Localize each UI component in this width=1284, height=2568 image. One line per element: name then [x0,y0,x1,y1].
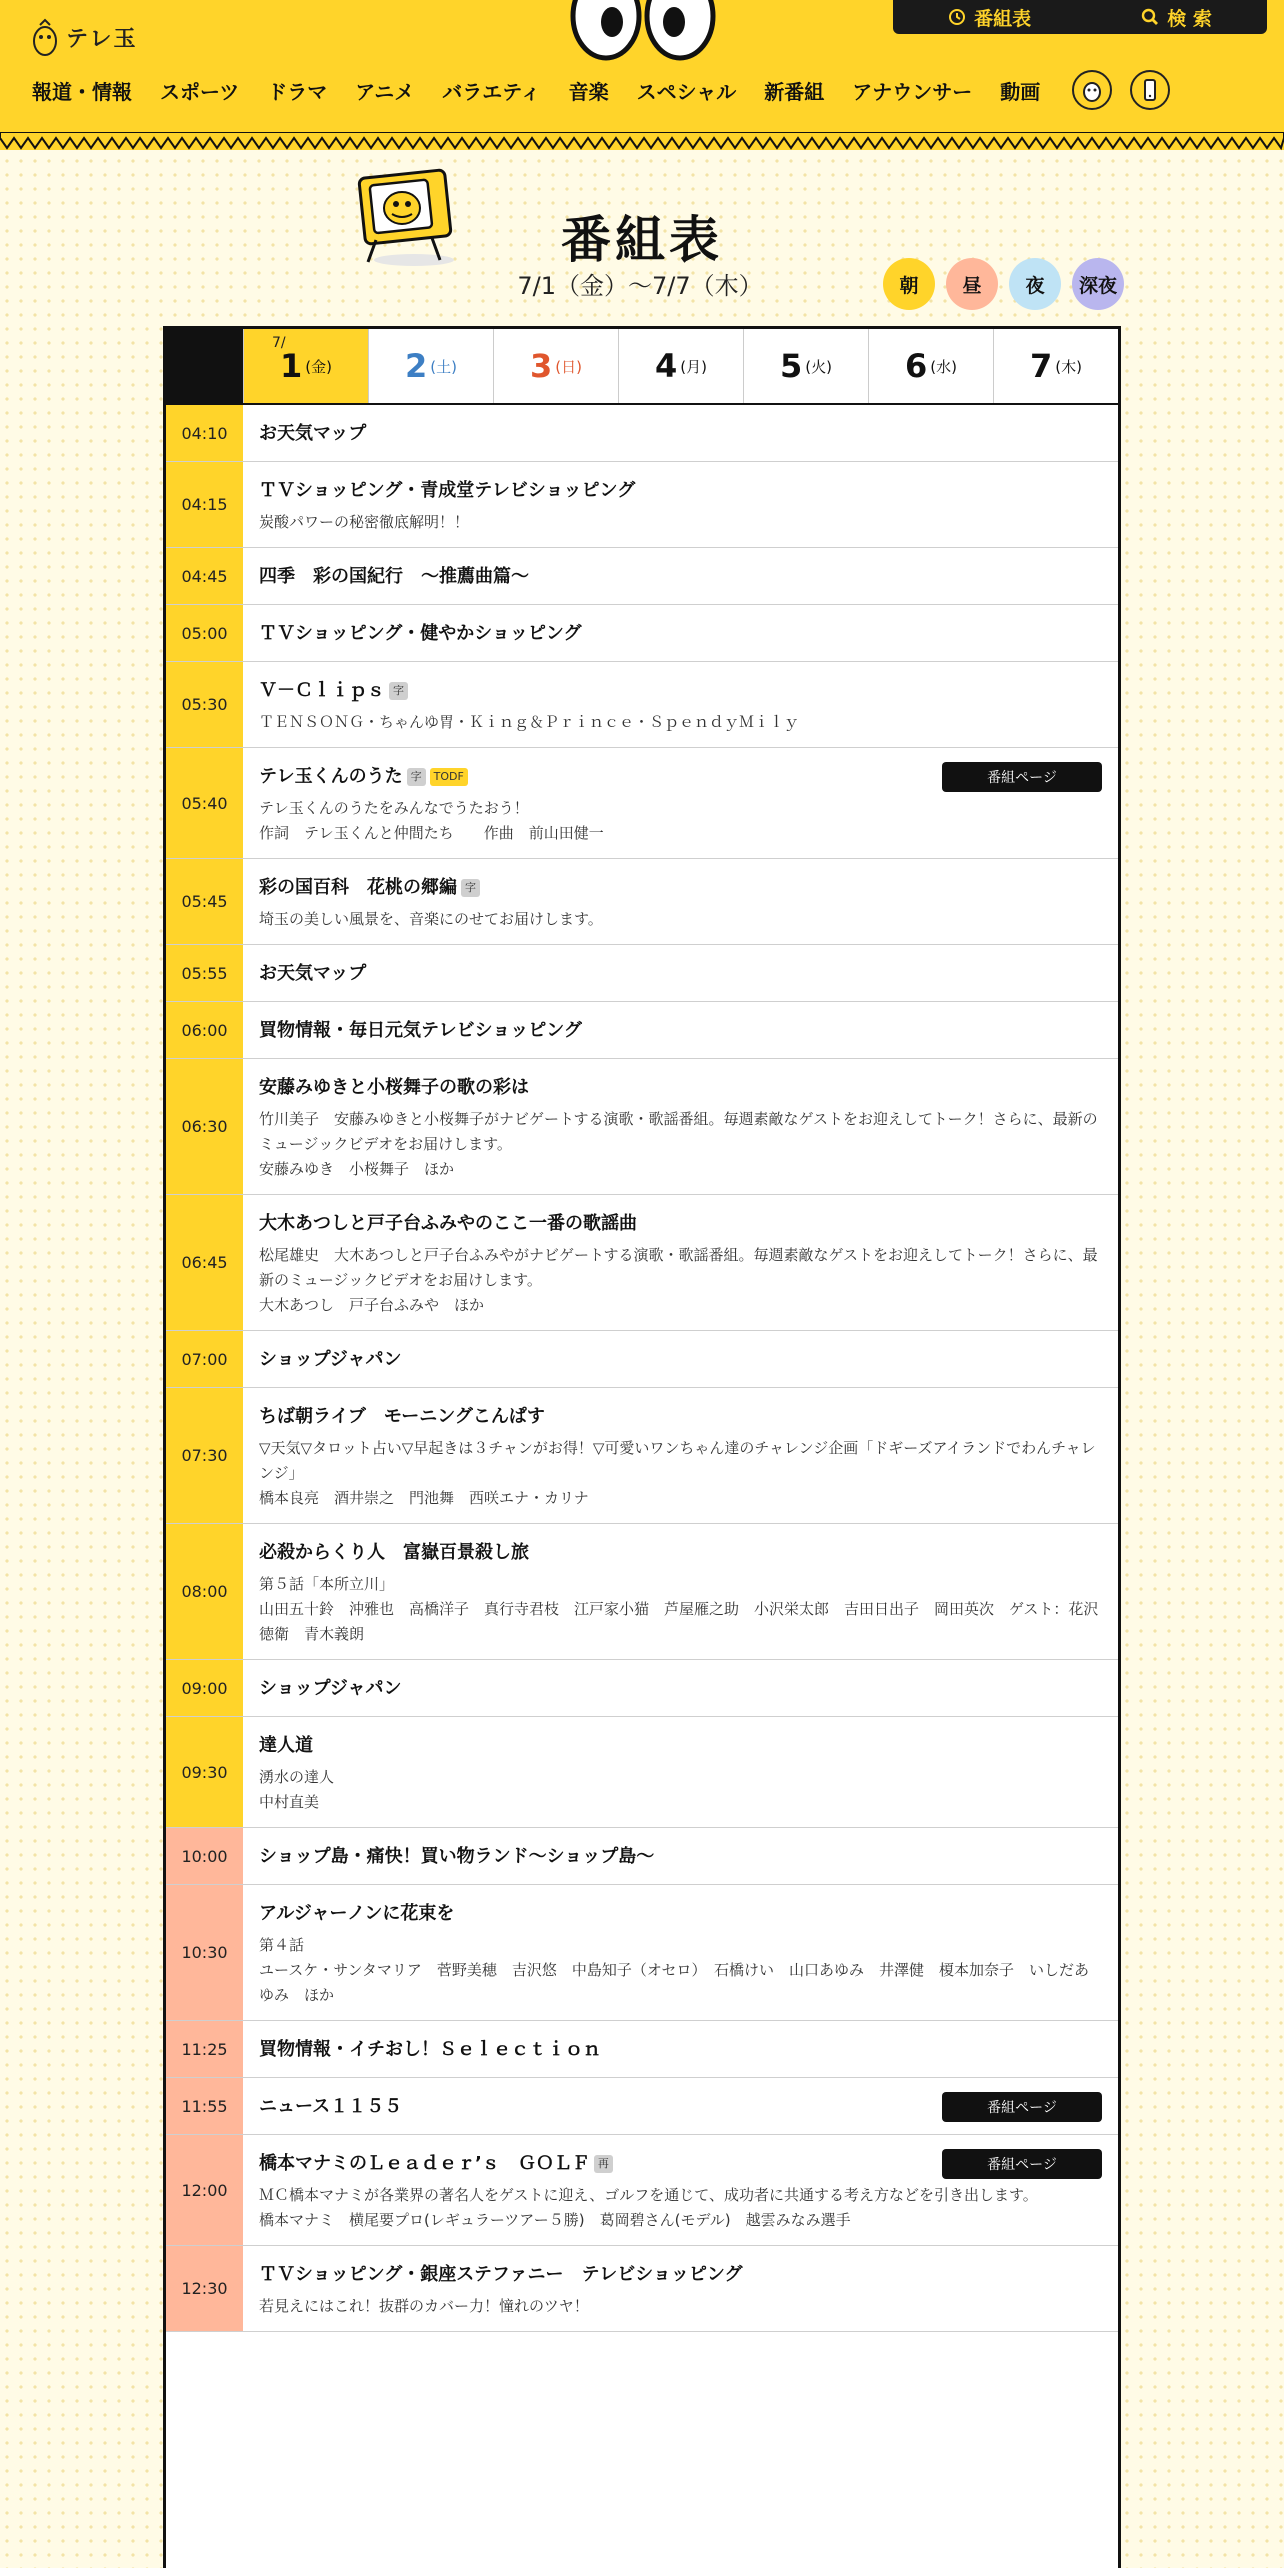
day-tab-weekday: (日) [555,357,582,376]
program-time: 05:40 [166,748,243,858]
program-description-line: 埼玉の美しい風景を、音楽にのせてお届けします。 [259,910,603,928]
program-title[interactable]: 彩の国百科 花桃の郷編 [259,877,457,898]
program-title[interactable]: 四季 彩の国紀行 ～推薦曲篇～ [259,566,529,587]
program-row [166,405,1118,462]
program-time: 04:15 [166,462,243,547]
program-title[interactable]: ショップジャパン [259,1349,402,1370]
day-tab-number: 7 [1030,347,1053,385]
program-cell [243,1059,1118,1194]
search-link-label: 検 索 [1167,7,1212,30]
program-title-line [259,562,1102,592]
program-title-line [259,1842,1102,1872]
program-time: 09:30 [166,1717,243,1827]
nav-item-special[interactable]: スペシャル [636,79,737,104]
program-time: 05:55 [166,945,243,1001]
program-title[interactable]: テレ玉くんのうた [259,766,403,787]
program-cell [243,2078,1118,2134]
program-title-line [259,676,1102,706]
top-utility-bar [893,0,1267,34]
program-row [166,748,1118,859]
site-logo[interactable] [30,14,140,60]
program-row [166,462,1118,548]
program-time: 10:30 [166,1885,243,2020]
program-page-button[interactable]: 番組ページ [942,2092,1102,2122]
program-title[interactable]: お天気マップ [259,423,367,444]
mascot-eyes-icon [568,0,718,62]
day-tab-2[interactable] [368,329,493,403]
day-tab-weekday: (火) [805,357,832,376]
program-description-line: ＴＥＮＳＯＮＧ・ちゃんゆ胃・Ｋｉｎｇ＆Ｐｒｉｎｃｅ・ＳｐｅｎｄｙＭｉｌｙ [259,713,800,731]
day-tab-weekday: (金) [305,357,332,376]
caption-badge: 字 [461,879,480,897]
program-cell [243,2021,1118,2077]
program-title[interactable]: ショップジャパン [259,1678,402,1699]
period-selector [883,258,1124,310]
search-link[interactable] [1141,4,1212,31]
program-cell [243,1331,1118,1387]
program-description-line: 安藤みゆき 小桜舞子 ほか [259,1160,455,1178]
program-page-button[interactable]: 番組ページ [942,2149,1102,2179]
mascot-badge-icon [1079,77,1105,103]
nav-item-news[interactable]: 報道・情報 [32,79,132,104]
nav-round-mascot-button[interactable] [1072,70,1112,110]
nav-item-variety[interactable]: バラエティ [442,79,541,104]
program-cell [243,662,1118,747]
program-cell [243,1828,1118,1884]
day-tab-number: 4 [655,347,678,385]
program-description [259,1107,1102,1182]
rerun-badge: 再 [594,2155,613,2173]
program-description-line: 竹川美子 安藤みゆきと小桜舞子がナビゲートする演歌・歌謡番組。毎週素敵なゲストをお迎えしてトーク！さらに、最新のミュージックビデオをお届けします。 [259,1110,1098,1153]
program-title[interactable]: 橋本マナミのＬｅａｄｅｒ’ｓ ＧＯＬＦ [259,2153,590,2174]
program-time: 05:45 [166,859,243,944]
program-title[interactable]: 安藤みゆきと小桜舞子の歌の彩は [259,1077,529,1098]
todf-badge: TODF [430,768,468,786]
program-row [166,1331,1118,1388]
program-description-line: ユースケ・サンタマリア 菅野美穂 吉沢悠 中島知子（オセロ） 石橋けい 山口あゆみ 井澤健 榎本加奈子 いしだあゆみ ほか [259,1961,1089,2004]
program-title-line [259,959,1102,989]
program-time: 11:55 [166,2078,243,2134]
program-description-line: 松尾雄史 大木あつしと戸子台ふみやがナビゲートする演歌・歌謡番組。毎週素敵なゲストをお迎えしてトーク！さらに、最新のミュージックビデオをお届けします。 [259,1246,1098,1289]
program-time: 12:00 [166,2135,243,2245]
program-row [166,2021,1118,2078]
day-tab-3[interactable] [493,329,618,403]
program-cell [243,859,1118,944]
program-row [166,1002,1118,1059]
period-morning-button[interactable]: 朝 [883,258,935,310]
day-tab-1[interactable] [243,329,368,403]
program-row [166,1195,1118,1331]
program-time: 09:00 [166,1660,243,1716]
program-title[interactable]: ショップ島・痛快！買い物ランド～ショップ島～ [259,1846,655,1867]
program-title-line [259,1402,1102,1432]
program-row [166,662,1118,748]
program-description-line: 第５話「本所立川」 [259,1575,395,1593]
period-night-button[interactable]: 夜 [1009,258,1061,310]
program-title[interactable]: お天気マップ [259,963,367,984]
program-title[interactable]: 買物情報・毎日元気テレビショッピング [259,1020,582,1041]
day-tab-weekday: (水) [930,357,957,376]
program-cell [243,1524,1118,1659]
program-title[interactable]: アルジャーノンに花束を [259,1903,455,1924]
day-tab-number: 5 [780,347,803,385]
program-list [166,405,1118,2332]
logo-text: テレ玉 [66,26,138,52]
program-description-line: ＭＣ橋本マナミが各業界の著名人をゲストに迎え、ゴルフを通じて、成功者に共通する考え方などを引き出します。 [259,2186,1038,2204]
program-description-line: 大木あつし 戸子台ふみや ほか [259,1296,485,1314]
program-time: 06:45 [166,1195,243,1330]
program-title[interactable]: 買物情報・イチおし！Ｓｅｌｅｃｔｉｏｎ [259,2039,601,2060]
caption-badge: 字 [389,682,408,700]
program-description-line: 作詞 テレ玉くんと仲間たち 作曲 前山田健一 [259,824,604,842]
program-time: 08:00 [166,1524,243,1659]
program-description-line: 中村直美 [259,1793,320,1811]
day-tab-5[interactable] [743,329,868,403]
program-title-line [259,419,1102,449]
program-page-button[interactable]: 番組ページ [942,762,1102,792]
main-nav [18,60,1278,120]
nav-item-anime[interactable]: アニメ [355,79,415,104]
program-row [166,548,1118,605]
program-description [259,510,1102,535]
program-cell [243,1717,1118,1827]
nav-item-new-programs[interactable]: 新番組 [764,79,825,104]
program-title[interactable]: ＴＶショッピング・銀座ステファニー テレビショッピング [259,2264,743,2285]
site-header [0,0,1284,150]
clock-icon [948,8,966,26]
program-row [166,2135,1118,2246]
program-description-line: 橋本良亮 酒井崇之 門池舞 西咲エナ・カリナ [259,1489,589,1507]
program-row [166,605,1118,662]
program-title-line [259,1016,1102,1046]
date-range: 7/1（金）〜7/7（木） [517,272,763,300]
day-tab-weekday: (土) [430,357,457,376]
program-cell [243,462,1118,547]
program-cell [243,2135,1118,2245]
program-title[interactable]: ＴＶショッピング・健やかショッピング [259,623,582,644]
header-zigzag-edge [0,132,1284,152]
program-row [166,1828,1118,1885]
nav-item-music[interactable]: 音楽 [568,79,609,104]
nav-item-sports[interactable]: スポーツ [160,79,240,104]
schedule-table [163,326,1121,2568]
program-row [166,1524,1118,1660]
day-tab-number: 6 [905,347,928,385]
program-title[interactable]: Ｖ－Ｃｌｉｐｓ [259,680,385,701]
program-title[interactable]: 必殺からくり人 富嶽百景殺し旅 [259,1542,529,1563]
program-cell [243,1002,1118,1058]
program-title-line [259,619,1102,649]
program-row [166,945,1118,1002]
day-tab-6[interactable] [868,329,993,403]
program-time: 05:00 [166,605,243,661]
program-description-line: 橋本マナミ 横尾要プロ(レギュラーツアー５勝) 葛岡碧さん(モデル) 越雲みなみ選手 [259,2211,851,2229]
program-description [259,2294,1102,2319]
program-row [166,1388,1118,1524]
program-cell [243,605,1118,661]
program-title-line [259,476,1102,506]
program-time: 06:00 [166,1002,243,1058]
program-description [259,1572,1102,1647]
day-tabs-corner [166,329,243,403]
search-icon [1141,8,1159,26]
program-time: 07:30 [166,1388,243,1523]
program-time: 07:00 [166,1331,243,1387]
program-title[interactable]: ニュース１１５５ [259,2096,403,2117]
program-description [259,1765,1102,1815]
day-tabs [166,329,1118,405]
program-cell [243,548,1118,604]
program-row [166,1059,1118,1195]
program-row [166,1885,1118,2021]
program-description-line: 若見えにはこれ！抜群のカバー力！憧れのツヤ！ [259,2297,589,2315]
schedule-link[interactable] [948,4,1031,31]
program-description-line: 湧水の達人 [259,1768,335,1786]
day-tab-7[interactable] [993,329,1118,403]
period-daytime-button[interactable]: 昼 [946,258,998,310]
day-tab-month: 7/ [272,335,286,351]
program-description [259,1436,1102,1511]
program-title[interactable]: ちば朝ライブ モーニングこんぱす [259,1406,545,1427]
nav-item-drama[interactable]: ドラマ [267,79,328,104]
program-title-line [259,1538,1102,1568]
program-description [259,1243,1102,1318]
program-time: 11:25 [166,2021,243,2077]
program-row [166,1660,1118,1717]
program-description [259,907,1102,932]
program-title-line [259,2260,1102,2290]
program-description-line: ▽天気▽タロット占い▽早起きは３チャンがお得！▽可愛いワンちゃん達のチャレンジ企画「ドギーズアイランドでわんチャレンジ」 [259,1439,1096,1482]
day-tab-number: 1 [280,347,303,385]
program-time: 12:30 [166,2246,243,2331]
program-row [166,2246,1118,2332]
program-description [259,1933,1102,2008]
program-cell [243,405,1118,461]
program-time: 10:00 [166,1828,243,1884]
program-cell [243,2246,1118,2331]
program-cell [243,945,1118,1001]
program-title[interactable]: ＴＶショッピング・青成堂テレビショッピング [259,480,636,501]
program-title-line [259,1674,1102,1704]
program-title[interactable]: 達人道 [259,1735,313,1756]
program-description [259,710,1102,735]
program-row [166,1717,1118,1828]
program-cell [243,748,1118,858]
tv-mascot-icon [352,168,462,268]
day-tab-weekday: (月) [680,357,707,376]
schedule-link-label: 番組表 [974,7,1032,30]
program-description [259,2183,1102,2233]
page-title: 番組表 [561,211,723,269]
day-tab-4[interactable] [618,329,743,403]
nav-item-video[interactable]: 動画 [1000,79,1041,104]
nav-round-phone-button[interactable] [1130,70,1170,110]
program-title-line [259,873,1102,903]
program-cell [243,1885,1118,2020]
program-title-line [259,1345,1102,1375]
period-late-night-button[interactable]: 深夜 [1072,258,1124,310]
program-row [166,859,1118,945]
program-description-line: 山田五十鈴 沖雅也 高橋洋子 真行寺君枝 江戸家小猫 芦屋雁之助 小沢栄太郎 吉田日出子 岡田英次 ゲスト：花沢徳衛 青木義朗 [259,1600,1099,1643]
program-cell [243,1195,1118,1330]
program-title[interactable]: 大木あつしと戸子台ふみやのここ一番の歌謡曲 [259,1213,637,1234]
program-description-line: テレ玉くんのうたをみんなでうたおう！ [259,799,529,817]
program-cell [243,1660,1118,1716]
program-title-line [259,1731,1102,1761]
tetama-mascot-icon [30,17,60,57]
program-title-line [259,1899,1102,1929]
day-tab-weekday: (木) [1055,357,1082,376]
program-title-line [259,2035,1102,2065]
program-title-line [259,1073,1102,1103]
program-time: 05:30 [166,662,243,747]
program-cell [243,1388,1118,1523]
caption-badge: 字 [407,768,426,786]
day-tab-number: 3 [530,347,553,385]
nav-item-announcer[interactable]: アナウンサー [852,79,973,104]
program-row [166,2078,1118,2135]
program-time: 04:10 [166,405,243,461]
program-title-line [259,1209,1102,1239]
program-description-line: 炭酸パワーの秘密徹底解明！！ [259,513,470,531]
program-description-line: 第４話 [259,1936,305,1954]
phone-badge-icon [1137,77,1163,103]
day-tab-number: 2 [405,347,428,385]
program-description [259,796,1102,846]
program-time: 06:30 [166,1059,243,1194]
program-time: 04:45 [166,548,243,604]
